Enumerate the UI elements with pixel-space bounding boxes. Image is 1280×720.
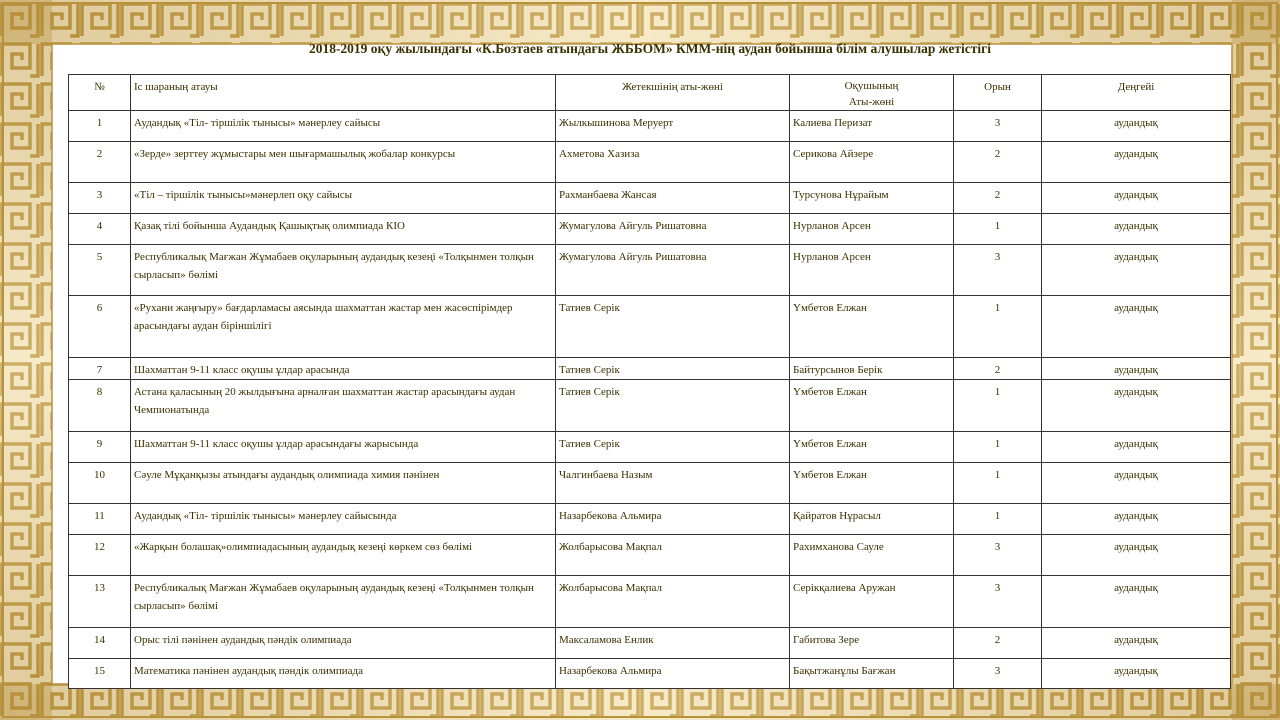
cell-event: Республикалық Мағжан Жұмабаев оқуларының аудандық кезеңі «Толқынмен толқын сырласып» бөлімі xyxy=(131,576,556,628)
table-header-row xyxy=(69,75,1231,111)
cell-leader: Жылкышинова Меруерт xyxy=(556,111,790,142)
cell-place: 1 xyxy=(954,296,1042,358)
cell-place: 3 xyxy=(954,245,1042,296)
table-row xyxy=(69,380,1231,432)
cell-place: 1 xyxy=(954,504,1042,535)
cell-level: аудандық xyxy=(1042,535,1231,576)
cell-leader: Татиев Серік xyxy=(556,380,790,432)
cell-num: 15 xyxy=(69,659,131,689)
header-event: Іс шараның атауы xyxy=(131,75,556,111)
cell-student: Үмбетов Елжан xyxy=(790,432,954,463)
cell-place: 1 xyxy=(954,214,1042,245)
cell-num: 8 xyxy=(69,380,131,432)
cell-num: 14 xyxy=(69,628,131,659)
cell-place: 3 xyxy=(954,659,1042,689)
cell-level: аудандық xyxy=(1042,142,1231,183)
cell-level: аудандық xyxy=(1042,432,1231,463)
cell-num: 10 xyxy=(69,463,131,504)
cell-leader: Назарбекова Альмира xyxy=(556,504,790,535)
table-row xyxy=(69,183,1231,214)
cell-event: Республикалық Мағжан Жұмабаев оқуларының аудандық кезеңі «Толқынмен толқын сырласып» бөлімі xyxy=(131,245,556,296)
table-row xyxy=(69,296,1231,358)
table-row xyxy=(69,463,1231,504)
achievements-table xyxy=(68,74,1231,689)
cell-place: 1 xyxy=(954,380,1042,432)
cell-student: Серикова Айзере xyxy=(790,142,954,183)
cell-leader: Татиев Серік xyxy=(556,296,790,358)
cell-student: Байтурсынов Берік xyxy=(790,358,954,380)
cell-level: аудандық xyxy=(1042,576,1231,628)
table-row xyxy=(69,576,1231,628)
cell-place: 1 xyxy=(954,463,1042,504)
cell-place: 3 xyxy=(954,535,1042,576)
cell-leader: Татиев Серік xyxy=(556,358,790,380)
header-leader: Жетекшінің аты-жөні xyxy=(556,75,790,111)
cell-place: 3 xyxy=(954,576,1042,628)
cell-leader: Максаламова Енлик xyxy=(556,628,790,659)
table-row xyxy=(69,504,1231,535)
cell-leader: Назарбекова Альмира xyxy=(556,659,790,689)
cell-num: 9 xyxy=(69,432,131,463)
cell-num: 11 xyxy=(69,504,131,535)
cell-student: Нурланов Арсен xyxy=(790,214,954,245)
table-row xyxy=(69,535,1231,576)
cell-leader: Жумагулова Айгуль Ришатовна xyxy=(556,245,790,296)
cell-student: Үмбетов Елжан xyxy=(790,296,954,358)
table-row xyxy=(69,358,1231,380)
cell-place: 1 xyxy=(954,432,1042,463)
cell-event: Шахматтан 9-11 класс оқушы ұлдар арасындағы жарысында xyxy=(131,432,556,463)
cell-level: аудандық xyxy=(1042,296,1231,358)
table-row xyxy=(69,628,1231,659)
cell-student: Үмбетов Елжан xyxy=(790,380,954,432)
cell-student: Рахимханова Сауле xyxy=(790,535,954,576)
cell-num: 2 xyxy=(69,142,131,183)
table-row xyxy=(69,659,1231,689)
cell-leader: Жумагулова Айгуль Ришатовна xyxy=(556,214,790,245)
header-place: Орын xyxy=(954,75,1042,111)
cell-student: Бақытжанұлы Бағжан xyxy=(790,659,954,689)
cell-level: аудандық xyxy=(1042,380,1231,432)
cell-place: 2 xyxy=(954,142,1042,183)
cell-num: 13 xyxy=(69,576,131,628)
cell-event: Қазақ тілі бойынша Аудандық Қашықтық олимпиада КІО xyxy=(131,214,556,245)
cell-event: Шахматтан 9-11 класс оқушы ұлдар арасында xyxy=(131,358,556,380)
table-row xyxy=(69,432,1231,463)
table-row xyxy=(69,142,1231,183)
cell-leader: Жолбарысова Мақпал xyxy=(556,535,790,576)
cell-num: 7 xyxy=(69,358,131,380)
cell-event: Математика пәнінен аудандық пәндік олимпиада xyxy=(131,659,556,689)
cell-place: 2 xyxy=(954,358,1042,380)
cell-event: Астана қаласының 20 жылдығына арналған шахматтан жастар арасындағы аудан Чемпионатында xyxy=(131,380,556,432)
cell-level: аудандық xyxy=(1042,183,1231,214)
cell-event: «Зерде» зерттеу жұмыстары мен шығармашылық жобалар конкурсы xyxy=(131,142,556,183)
cell-student: Үмбетов Елжан xyxy=(790,463,954,504)
cell-student: Калиева Перизат xyxy=(790,111,954,142)
table-row xyxy=(69,245,1231,296)
cell-level: аудандық xyxy=(1042,659,1231,689)
cell-num: 4 xyxy=(69,214,131,245)
table-row xyxy=(69,214,1231,245)
cell-level: аудандық xyxy=(1042,245,1231,296)
table-row xyxy=(69,111,1231,142)
cell-event: «Жарқын болашақ»олимпиадасының аудандық кезеңі көркем сөз бөлімі xyxy=(131,535,556,576)
page-title: 2018-2019 оқу жылындағы «К.Бозтаев атындағы ЖББОМ» КММ-нің аудан бойынша білім алушылар жетістігі xyxy=(308,41,992,56)
cell-event: Сәуле Мұқанқызы атындағы аудандық олимпиада химия пәнінен xyxy=(131,463,556,504)
cell-num: 5 xyxy=(69,245,131,296)
cell-level: аудандық xyxy=(1042,214,1231,245)
cell-num: 12 xyxy=(69,535,131,576)
cell-leader: Жолбарысова Мақпал xyxy=(556,576,790,628)
cell-student: Нурланов Арсен xyxy=(790,245,954,296)
cell-level: аудандық xyxy=(1042,628,1231,659)
cell-student: Қайратов Нұрасыл xyxy=(790,504,954,535)
cell-leader: Рахманбаева Жансая xyxy=(556,183,790,214)
cell-event: Аудандық «Тіл- тіршілік тынысы» мәнерлеу сайысында xyxy=(131,504,556,535)
cell-level: аудандық xyxy=(1042,358,1231,380)
cell-leader: Чалгинбаева Назым xyxy=(556,463,790,504)
header-level: Деңгейі xyxy=(1042,75,1231,111)
cell-event: «Тіл – тіршілік тынысы»мәнерлеп оқу сайысы xyxy=(131,183,556,214)
cell-place: 2 xyxy=(954,628,1042,659)
header-student: Оқушының Аты-жөні xyxy=(790,75,954,111)
cell-event: Аудандық «Тіл- тіршілік тынысы» мәнерлеу сайысы xyxy=(131,111,556,142)
cell-level: аудандық xyxy=(1042,111,1231,142)
cell-event: Орыс тілі пәнінен аудандық пәндік олимпиада xyxy=(131,628,556,659)
cell-level: аудандық xyxy=(1042,504,1231,535)
cell-level: аудандық xyxy=(1042,463,1231,504)
header-num: № xyxy=(69,75,131,111)
cell-place: 3 xyxy=(954,111,1042,142)
cell-num: 1 xyxy=(69,111,131,142)
cell-student: Габитова Зере xyxy=(790,628,954,659)
cell-leader: Ахметова Хазиза xyxy=(556,142,790,183)
cell-leader: Татиев Серік xyxy=(556,432,790,463)
cell-num: 3 xyxy=(69,183,131,214)
cell-num: 6 xyxy=(69,296,131,358)
cell-event: «Рухани жаңғыру» бағдарламасы аясында шахматтан жастар мен жасөспірімдер арасындағы аудан біріншілігі xyxy=(131,296,556,358)
cell-student: Турсунова Нұрайым xyxy=(790,183,954,214)
cell-student: Серікқалиева Аружан xyxy=(790,576,954,628)
cell-place: 2 xyxy=(954,183,1042,214)
